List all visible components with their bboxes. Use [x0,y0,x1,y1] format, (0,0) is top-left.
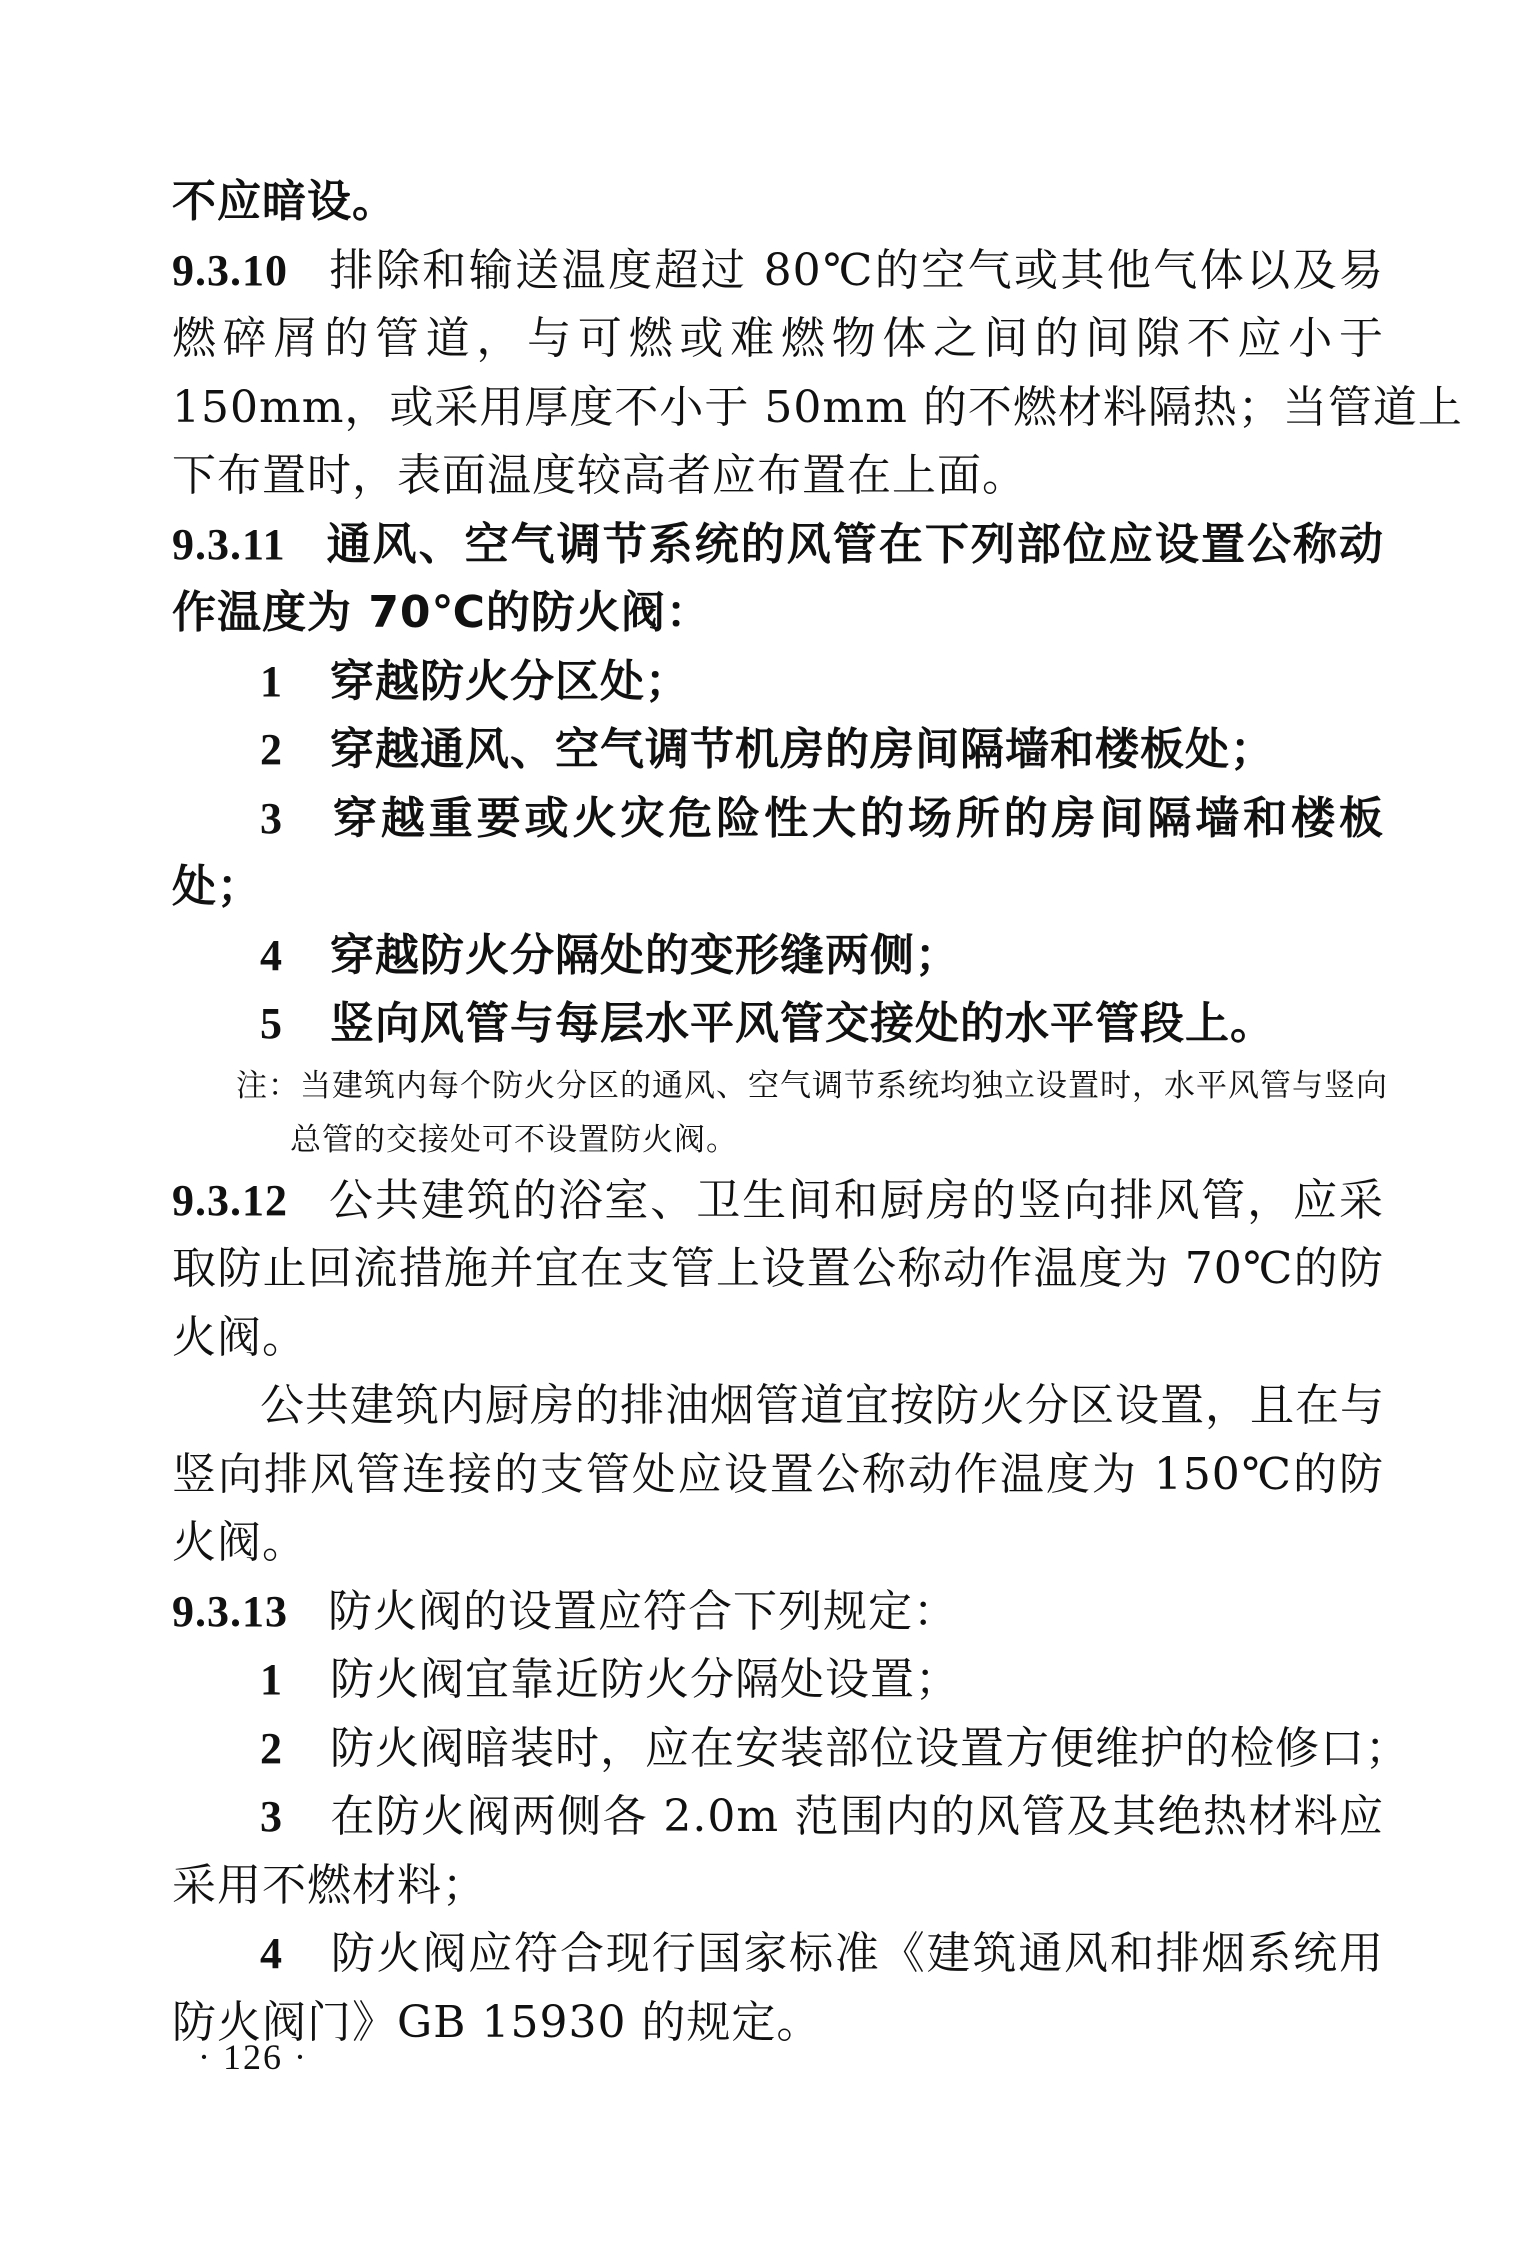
list-item [172,1715,1410,1784]
clause-text: 防火阀的设置应符合下列规定： [328,1585,958,1637]
page-body [172,168,1463,2057]
clause-9-3-12 [172,1167,1384,1236]
text-line: 火阀。 [172,1311,307,1363]
clause-number: 9.3.11 [172,519,286,569]
item-text: 竖向风管与每层水平风管交接处的水平管段上。 [330,998,1275,1049]
list-item [172,990,1384,1059]
item-number: 1 [260,656,283,706]
item-number: 3 [260,793,283,843]
item-number: 3 [260,1792,283,1841]
text-line: 防火阀门》GB 15930 的规定。 [172,1996,822,2048]
note-text: 总管的交接处可不设置防火阀。 [290,1121,738,1158]
list-item [172,785,1384,854]
text-line: 燃碎屑的管道，与可燃或难燃物体之间的间隙不应小于 [172,313,1384,364]
item-number: 1 [260,1655,283,1704]
item-text: 穿越通风、空气调节机房的房间隔墙和楼板处； [330,724,1275,775]
list-item [172,716,1384,785]
item-number: 2 [260,1723,283,1773]
clause-9-3-11 [172,511,1384,580]
text-line: 采用不燃材料； [172,1859,487,1911]
text-line: 公共建筑内厨房的排油烟管道宜按防火分区设置，且在与 [260,1380,1385,1431]
item-number: 4 [260,1929,283,1978]
item-text: 防火阀暗装时，应在安装部位设置方便维护的检修口； [330,1722,1410,1774]
item-number: 5 [260,999,283,1048]
clause-9-3-13 [172,1578,1384,1647]
clause-text: 排除和输送温度超过 80℃的空气或其他气体以及易 [328,244,1384,296]
text-line: 取防止回流措施并宜在支管上设置公称动作温度为 70℃的防 [172,1243,1384,1294]
list-item [172,1783,1384,1852]
note-text: 注：当建筑内每个防火分区的通风、空气调节系统均独立设置时，水平风管与竖向 [236,1067,1388,1104]
list-item [172,648,1384,717]
text-line: 作温度为 70℃的防火阀： [172,587,711,638]
item-number: 4 [260,930,283,980]
page-number: · 126 · [198,2037,308,2077]
item-text: 穿越重要或火灾危险性大的场所的房间隔墙和楼板 [330,792,1384,844]
clause-9-3-10 [172,237,1384,306]
item-text: 穿越防火分区处； [330,655,690,707]
list-item [172,1920,1384,1989]
clause-number: 9.3.13 [172,1586,288,1636]
text-line: 处； [172,861,262,912]
text-line: 150mm，或采用厚度不小于 50mm 的不燃材料隔热；当管道上 [172,381,1463,433]
clause-text: 公共建筑的浴室、卫生间和厨房的竖向排风管，应采 [328,1174,1384,1226]
item-text: 穿越防火分隔处的变形缝两侧； [330,929,960,981]
item-text: 防火阀应符合现行国家标准《建筑通风和排烟系统用 [330,1928,1384,1979]
text-line: 竖向排风管连接的支管处应设置公称动作温度为 150℃的防 [172,1448,1384,1500]
item-number: 2 [260,725,283,774]
item-text: 在防火阀两侧各 2.0m 范围内的风管及其绝热材料应 [330,1791,1384,1842]
list-item [172,922,1384,991]
text-line: 下布置时，表面温度较高者应布置在上面。 [172,450,1027,501]
clause-text: 通风、空气调节系统的风管在下列部位应设置公称动 [325,518,1384,570]
list-item [172,1646,1384,1715]
item-text: 防火阀宜靠近防火分隔处设置； [330,1654,960,1705]
text-line: 火阀。 [172,1517,307,1568]
clause-number: 9.3.12 [172,1175,288,1225]
text-line: 不应暗设。 [172,176,397,227]
clause-number: 9.3.10 [172,245,288,295]
